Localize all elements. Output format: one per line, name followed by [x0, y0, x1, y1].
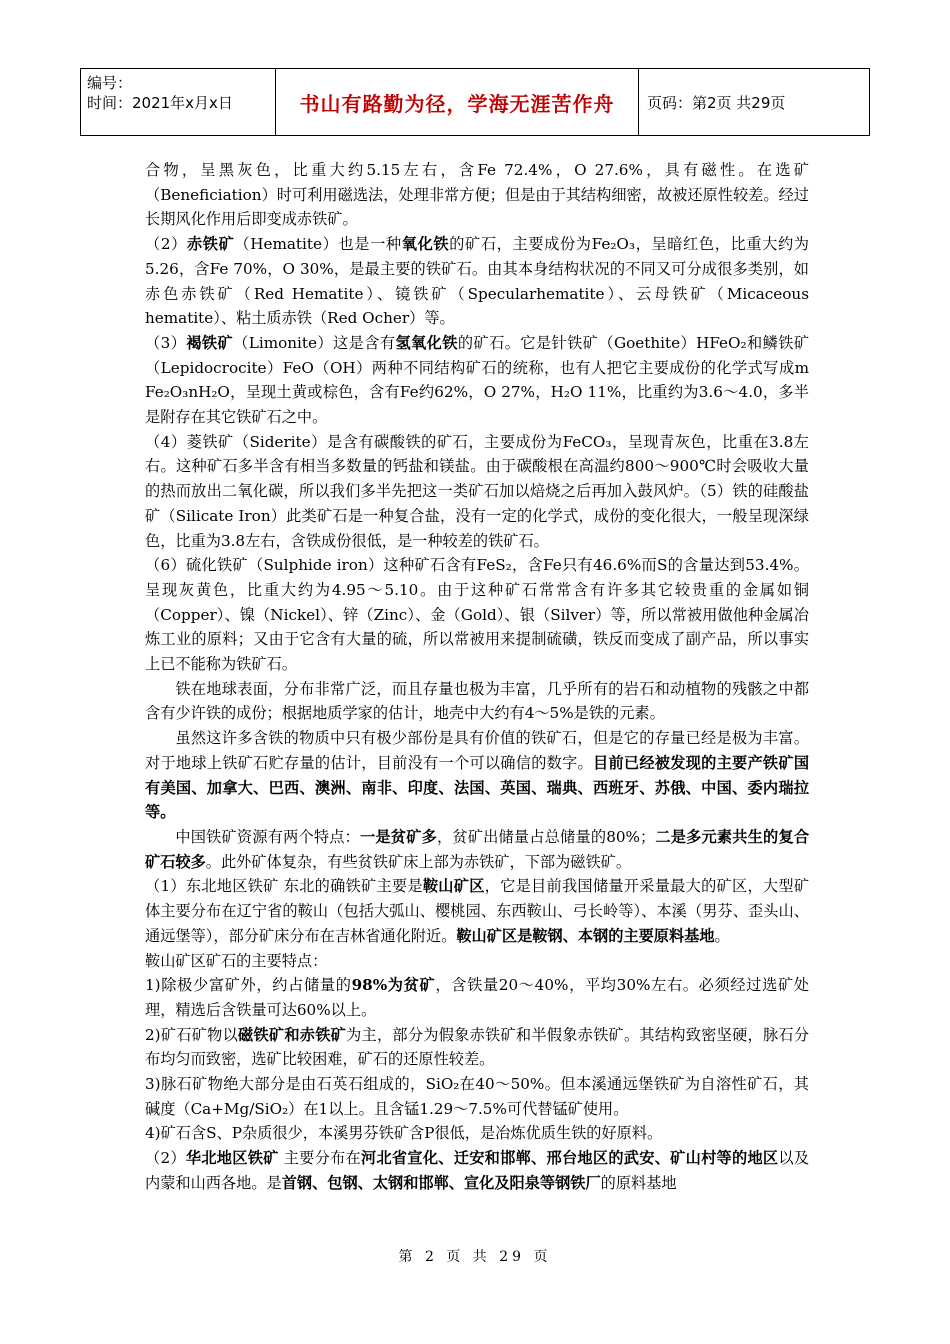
- page-footer: 第 2 页 共 29 页: [398, 1249, 552, 1265]
- text-run: 合物，呈黑灰色，比重大约5.15左右，含Fe 72.4%，O 27.6%，具有磁性。在选矿（Beneficiation）时可利用磁选法，处理非常方便；但是由于其结构细密，故被还原性较差。经过长期风化作用后即变成赤铁矿。: [145, 161, 809, 229]
- text-run: （4）菱铁矿（Siderite）是含有碳酸铁的矿石，主要成份为FeCO₃，呈现青灰色，比重在3.8左右。这种矿石多半含有相当多数量的钙盐和镁盐。由于碳酸根在高温约800～900℃时会吸收大量的热而放出二氧化碳，所以我们多半先把这一类矿石加以焙烧之后再加入鼓风炉。（5）铁的硅酸盐矿（Silicate Iron）此类矿石是一种复合盐，没有一定的化学式，成份的变化很大，一般呈现深绿色，比重为3.8左右，含铁成份很低，是一种较差的铁矿石。: [145, 432, 809, 550]
- text-run: 。: [714, 926, 730, 945]
- text-run: 3)脉石矿物绝大部分是由石英石组成的，SiO₂在40～50%。但本溪通远堡铁矿为自溶性矿石，其碱度（Ca+Mg/SiO₂）在1以上。且含锰1.29～7.5%可代替锰矿使用。: [145, 1075, 809, 1118]
- text-run: 铁在地球表面，分布非常广泛，而且存量也极为丰富，几乎所有的岩石和动植物的残骸之中都含有少许铁的成份；根据地质学家的估计，地壳中大约有4～5%是铁的元素。: [145, 679, 809, 723]
- bold-text: 赤铁矿: [186, 235, 235, 254]
- paragraph: [145, 430, 809, 554]
- bold-text: 氧化铁: [401, 235, 450, 254]
- bold-text: 目前已经被发现的主要产铁矿国有美国、加拿大、巴西、澳洲、南非、印度、法国、英国、瑞典、西班牙、苏俄、中国、委内瑞拉等。: [145, 753, 810, 822]
- text-run: 为主，部分为假象赤铁矿和半假象赤铁矿。其结构致密坚硬，脉石分布均匀而致密，选矿比较困难，矿石的还原性较差。: [145, 1025, 810, 1069]
- header-page-info: 页码：第2页 共29页: [647, 93, 786, 112]
- paragraph: [145, 1023, 809, 1072]
- text-run: 的矿石。它是针铁矿（Goethite）HFeO₂和鳞铁矿（Lepidocrocite）FeO（OH）两种不同结构矿石的统称，也有人把它主要成份的化学式写成m Fe₂O₃nH₂O，呈现土黄或棕色，含有Fe约62%，O 27%，H₂O 11%，比重约为3.6～4.0，多半是附存在其它铁矿石之中。: [145, 333, 810, 427]
- text-run: ，它是目前我国储量开采量最大的矿区，大型矿体主要分布在辽宁省的鞍山（包括大弧山、樱桃园、东西鞍山、弓长岭等）、本溪（男芬、歪头山、通远堡等），部分矿床分布在吉林省通化附近。: [145, 877, 810, 945]
- bold-text: 河北省宣化、迁安和邯郸、邢台地区的武安、矿山村等的地区: [361, 1149, 779, 1168]
- text-run: 虽然这许多含铁的物质中只有极少部份是具有价值的铁矿石，但是它的存量已经是极为丰富。对于地球上铁矿石贮存量的估计，目前没有一个可以确信的数字。: [145, 729, 809, 772]
- paragraph: [145, 232, 809, 331]
- paragraph: [145, 973, 809, 1022]
- header-motto: 书山有路勤为径，学海无涯苦作舟: [276, 69, 639, 135]
- bold-text: 磁铁矿和赤铁矿: [238, 1025, 347, 1044]
- paragraph: [145, 677, 809, 726]
- text-run: 。此外矿体复杂，有些贫铁矿床上部为赤铁矿，下部为磁铁矿。: [205, 852, 631, 871]
- text-run: （2）: [145, 235, 187, 254]
- text-run: 的原料基地: [600, 1173, 677, 1192]
- paragraph: [145, 949, 809, 974]
- text-run: （Limonite）这是含有: [233, 333, 396, 352]
- bold-text: 华北地区铁矿: [185, 1149, 279, 1168]
- text-run: （1）东北地区铁矿 东北的确铁矿主要是: [145, 877, 423, 896]
- page-header: [80, 68, 870, 136]
- document-body: [145, 158, 809, 1196]
- text-run: ，贫矿出储量占总储量的80%；: [436, 827, 656, 846]
- text-run: 中国铁矿资源有两个特点：: [175, 827, 361, 846]
- header-meta: [81, 69, 276, 135]
- document-date: 时间：2021年x月x日: [87, 94, 233, 112]
- bold-text: 98%为贫矿: [351, 976, 436, 995]
- bold-text: 氢氧化铁: [395, 333, 458, 352]
- text-run: （2）: [145, 1149, 186, 1168]
- paragraph: [145, 158, 809, 232]
- paragraph: [145, 553, 809, 677]
- paragraph: [145, 1121, 809, 1146]
- bold-text: 首钢、包钢、太钢和邯郸、宣化及阳泉等钢铁厂: [281, 1173, 601, 1192]
- text-run: 4)矿石含S、P杂质很少，本溪男芬铁矿含P很低，是冶炼优质生铁的好原料。: [145, 1124, 663, 1143]
- paragraph: [145, 331, 809, 430]
- bold-text: 鞍山矿区: [422, 877, 485, 896]
- bold-text: 二是多元素共生的复合矿石较多: [145, 827, 810, 871]
- paragraph: [145, 726, 809, 825]
- text-run: 2)矿石矿物以: [145, 1025, 239, 1044]
- paragraph: [145, 825, 809, 874]
- paragraph: [145, 1146, 809, 1195]
- text-run: ，含铁量20～40%，平均30%左右。必须经过选矿处理，精选后含铁量可达60%以上。: [145, 976, 809, 1019]
- paragraph: [145, 1072, 809, 1121]
- text-run: （3）: [145, 333, 187, 352]
- text-run: 鞍山矿区矿石的主要特点：: [145, 951, 328, 970]
- text-run: 1)除极少富矿外，约占储量的: [145, 976, 352, 995]
- bold-text: 一是贫矿多: [360, 827, 437, 846]
- text-run: （Hematite）也是一种: [234, 235, 402, 254]
- text-run: （6）硫化铁矿（Sulphide iron）这种矿石含有FeS₂，含Fe只有46.6%而S的含量达到53.4%。呈现灰黄色，比重大约为4.95～5.10。由于这种矿石常常含有许多其它较贵重的金属如铜（Copper）、镍（Nickel）、锌（Zinc）、金（Gold）、银（Silver）等，所以常被用做他种金属冶炼工业的原料；又由于它含有大量的硫，所以常被用来提制硫磺，铁反而变成了副产品，所以事实上已不能称为铁矿石。: [145, 556, 809, 674]
- text-run: 的矿石，主要成份为Fe₂O₃，呈暗红色，比重大约为5.26，含Fe 70%，O 30%，是最主要的铁矿石。由其本身结构状况的不同又可分成很多类别，如赤色赤铁矿（Red Hematite）、镜铁矿（Specularhematite）、云母铁矿（Micaceous hematite）、粘土质赤铁（Red Ocher）等。: [145, 235, 809, 328]
- bold-text: 鞍山矿区是鞍钢、本钢的主要原料基地: [456, 926, 715, 945]
- paragraph: [145, 874, 809, 948]
- text-run: 主要分布在: [278, 1149, 361, 1168]
- document-number-label: 编号：: [87, 74, 133, 92]
- bold-text: 褐铁矿: [186, 333, 234, 352]
- text-run: 以及内蒙和山西各地。是: [145, 1149, 810, 1192]
